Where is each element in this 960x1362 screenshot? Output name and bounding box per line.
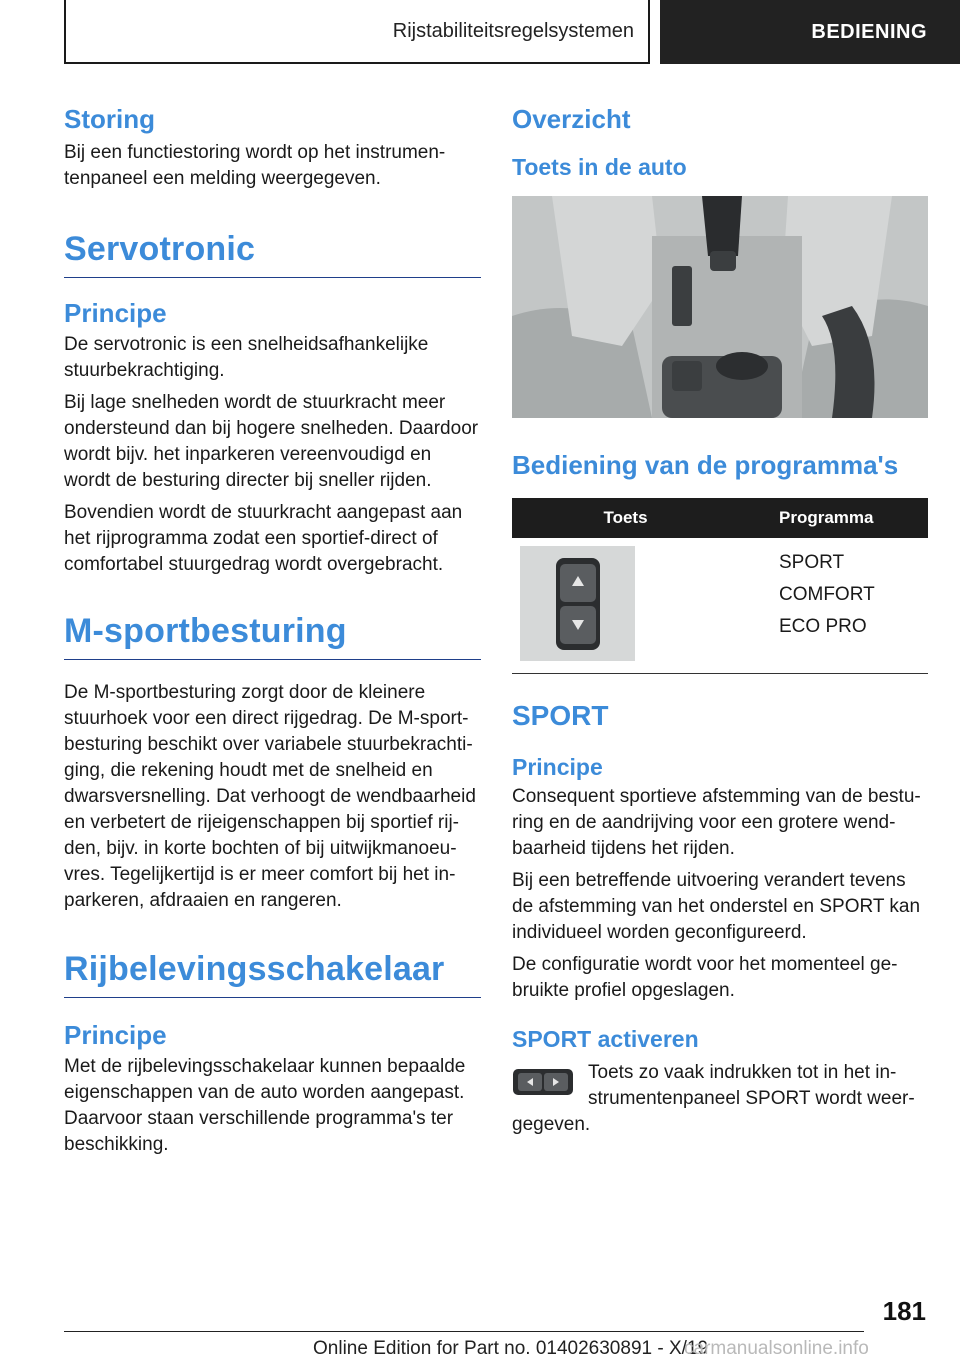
sport-paragraph-1: Consequent sportieve afstemming van de bestu- ring en de aandrijving voor een grotere wend- baarheid tijdens het rijden. [512,786,921,859]
header-chapter [660,0,960,64]
col-toets: Toets [512,498,769,538]
msport-heading-wrap [64,612,481,660]
rijbeleving-text: Met de rijbelevingsschakelaar kunnen bepaalde eigenschappen van de auto worden aangepast. Daarvoor staan verschillende programma's ter beschikking. [64,1056,466,1155]
col-programma: Programma [769,498,928,538]
servotronic-heading: Servotronic [64,230,256,268]
servo-paragraph-2: Bij lage snelheden wordt de stuurkracht meer ondersteund dan bij hogere snelheden. Daardoor wordt bijv. het inparkeren vereenvoudigd en wordt de besturing directer bij sneller rijden. [64,392,479,491]
servo-paragraph-1: De servotronic is een snelheidsafhankelijke stuurbekrachtiging. [64,334,429,381]
right-column [512,100,928,1138]
toets-heading: Toets in de auto [512,154,687,180]
page-number: 181 [882,1296,926,1326]
rijbeleving-principe-heading: Principe [64,1020,167,1050]
toets-cell [512,538,769,674]
sport-activeren-line-1: Toets zo vaak indrukken tot in het in- [588,1062,897,1083]
program-sport: SPORT [779,552,845,573]
rocker-switch-image [520,546,635,661]
msport-heading: M-sportbesturing [64,612,347,650]
sport-activeren-block [512,1060,928,1138]
header-chapter-title: BEDIENING [811,20,927,43]
program-table-row [512,538,928,674]
sport-activeren-line-3: gegeven. [512,1114,591,1135]
console-photo [512,196,928,418]
programma-cell [769,538,928,674]
msport-text: De M-sportbesturing zorgt door de kleinere stuurhoek voor een direct rijgedrag. De M-sport- besturing beschikt over variabele stuurbekrachti- ging, die rekening houdt met de snelheid en dwarsversnelling. Dat verhoogt de wendbaarheid en verbetert de rijeigenschappen bij sportief rij- den, bijv. in korte bochten of bij uitwijkmanoeu- vres. Tegelijkertijd is er meer comfort bij het in- parkeren, afdraaien en rangeren. [64,682,476,911]
servotronic-heading-wrap [64,230,481,278]
footer-watermark: carmanualsonline.info [684,1338,869,1359]
program-comfort: COMFORT [779,584,875,605]
rijbeleving-heading-wrap [64,950,481,998]
sport-activeren-line-2: strumentenpaneel SPORT wordt weer- [588,1088,915,1109]
storing-heading: Storing [64,104,155,134]
footer-edition: Online Edition for Part no. 01402630891 - X/19 [313,1338,709,1359]
sport-principe-heading: Principe [512,754,603,780]
console-illustration [512,196,928,418]
rocker-switch-small-icon [512,1066,574,1098]
overzicht-heading: Overzicht [512,104,631,134]
program-table-header [512,498,928,538]
bediening-heading: Bediening van de programma's [512,450,899,480]
header-section [64,0,650,64]
header-section-title: Rijstabiliteitsregelsystemen [392,19,634,42]
sport-paragraph-2: Bij een betreffende uitvoering verandert tevens de afstemming van het onderstel en SPORT kan individueel worden geconfigureerd. [512,870,921,943]
sport-activeren-heading: SPORT activeren [512,1026,699,1052]
rijbeleving-heading: Rijbelevingsschakelaar [64,950,445,988]
footer-divider [64,1331,864,1332]
storing-text: Bij een functiestoring wordt op het instrumen- tenpaneel een melding weergegeven. [64,142,446,189]
sport-paragraph-3: De configuratie wordt voor het momenteel ge- bruikte profiel opgeslagen. [512,954,898,1001]
program-ecopro: ECO PRO [779,616,867,637]
rocker-switch-icon [520,546,635,661]
program-table [512,498,928,674]
left-column [64,100,481,1158]
servotronic-principe-heading: Principe [64,298,167,328]
servo-paragraph-3: Bovendien wordt de stuurkracht aangepast aan het rijprogramma zodat een sportief-direct of comfortabel stuurgedrag wordt overgebracht. [64,502,463,575]
sport-heading: SPORT [512,700,609,731]
